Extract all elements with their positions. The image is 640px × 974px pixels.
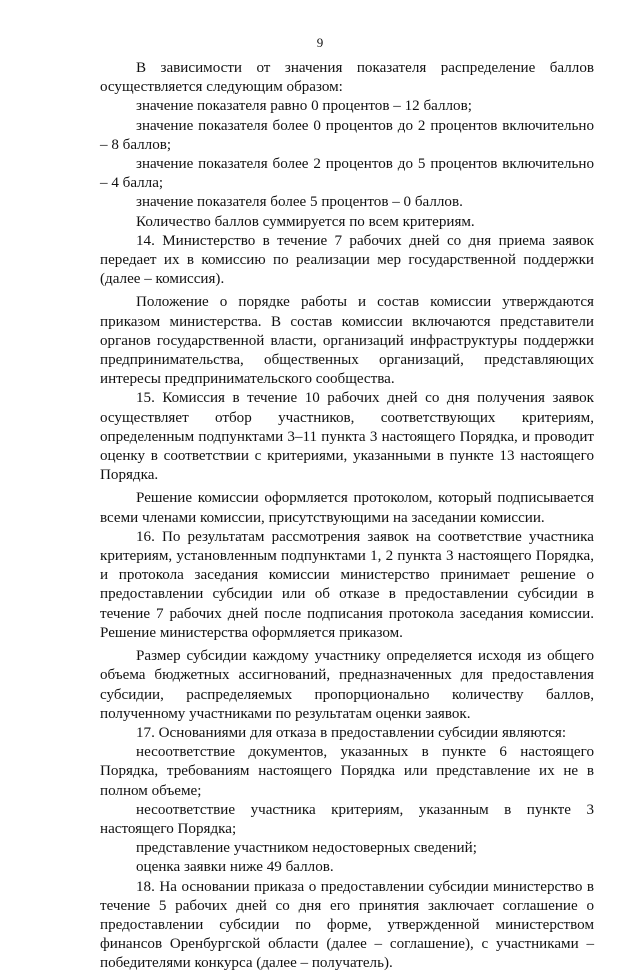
page-number: 9 — [316, 35, 324, 50]
paragraph: В зависимости от значения показателя распределение баллов осуществляется следующим образом: — [100, 60, 594, 96]
paragraph: 15. Комиссия в течение 10 рабочих дней со дня получения заявок осуществляет отбор участников, соответствующих критериям, определенным подпунктами 3–11 пункта 3 настоящего Порядка, и проводит оценку в соответствии с критериями, указанными в пункте 13 настоящего Порядка. — [100, 390, 594, 484]
paragraph: Размер субсидии каждому участнику определяется исходя из общего объема бюджетных ассигнований, предназначенных для предоставления субсидии, распределяемых пропорционально количеству баллов, полученному участниками по результатам оценки заявок. — [100, 648, 594, 722]
paragraph: 17. Основаниями для отказа в предоставлении субсидии являются: — [136, 724, 567, 741]
paragraph: несоответствие участника критериям, указанным в пункте 3 настоящего Порядка; — [100, 801, 594, 837]
paragraph: несоответствие документов, указанных в пункте 6 настоящего Порядка, требованиям настоящего Порядка или представление их не в полном объеме; — [100, 744, 594, 799]
paragraph: значение показателя более 5 процентов – 0 баллов. — [136, 194, 463, 211]
paragraph: значение показателя более 0 процентов до 2 процентов включительно – 8 баллов; — [100, 117, 594, 153]
paragraph: Количество баллов суммируется по всем критериям. — [136, 213, 475, 230]
paragraph: значение показателя более 2 процентов до 5 процентов включительно – 4 балла; — [100, 156, 594, 192]
paragraph: Положение о порядке работы и состав комиссии утверждаются приказом министерства. В состав комиссии включаются представители органов государственной власти, организаций инфраструктуры поддержки предпринимательства, общественных организаций, представляющих интересы предпринимательского сообщества. — [100, 294, 594, 388]
paragraph: значение показателя равно 0 процентов – 12 баллов; — [136, 98, 472, 115]
paragraph: 16. По результатам рассмотрения заявок на соответствие участника критериям, установленным подпунктами 1, 2 пункта 3 настоящего Порядка, и протокола заседания комиссии министерство принимает решение о предоставлении субсидии или об отказе в предоставлении субсидии в течение 7 рабочих дней после подписания протокола заседания комиссии. Решение министерства оформляется приказом. — [100, 528, 594, 641]
paragraph: 18. На основании приказа о предоставлении субсидии министерство в течение 5 рабочих дней со дня его принятия заключает соглашение о предоставлении субсидии по форме, утвержденной министерством финансов Оренбургской области (далее – соглашение), с участниками – победителями конкурса (далее – получатель). — [100, 878, 594, 972]
paragraph: оценка заявки ниже 49 баллов. — [136, 859, 334, 876]
document-body — [100, 59, 594, 974]
paragraph: 14. Министерство в течение 7 рабочих дней со дня приема заявок передает их в комиссию по реализации мер государственной поддержки (далее – комиссия). — [100, 232, 594, 288]
paragraph: Решение комиссии оформляется протоколом, который подписывается всеми членами комиссии, присутствующими на заседании комиссии. — [100, 490, 594, 526]
paragraph: представление участником недостоверных сведений; — [136, 840, 477, 857]
